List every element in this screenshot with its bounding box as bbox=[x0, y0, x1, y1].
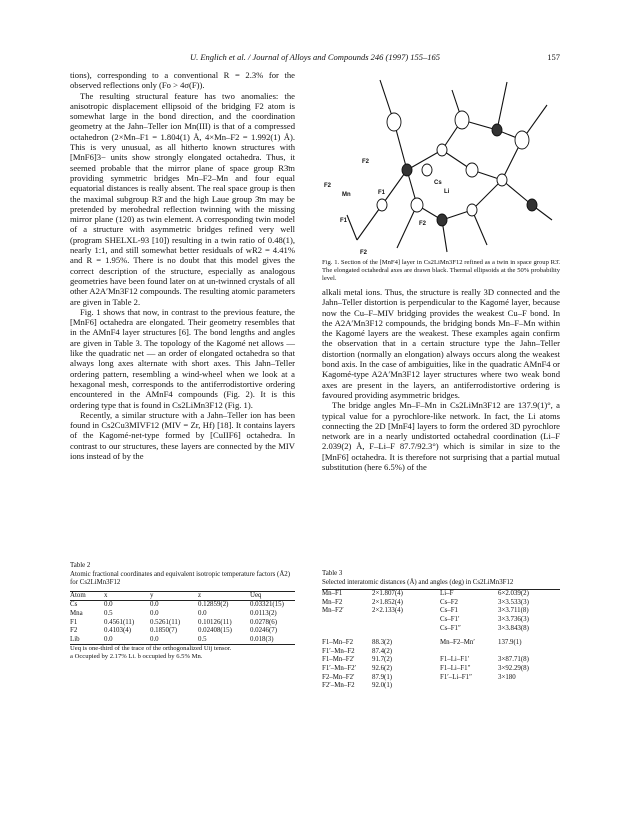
table-row bbox=[322, 625, 560, 634]
table-cell: 0.1850(7) bbox=[150, 627, 177, 635]
table-3-grid bbox=[322, 590, 560, 691]
figure-label: Cs bbox=[434, 180, 442, 186]
table-row bbox=[322, 682, 560, 691]
column-header: y bbox=[150, 591, 154, 599]
table-cell: F2–Mn–F2′ bbox=[322, 673, 355, 681]
table-cell: 0.4103(4) bbox=[104, 627, 131, 635]
paragraph: The bridge angles Mn–F–Mn in Cs2LiMn3F12 are 137.9(1)°, a typical value for a pyrochlore-like network. In fact, the Li atoms connecting the 2D [MnF4] layers to form the ordered 3D pyrochlore network are in a nearly undistorted octahedral coordination (Li–F 2.039(2) Å, F–Li–F 87.7/92.3°) which is similar in size to the [MnF6] octahedra. It is therefore not surprising that a partial mutual substitution (here 6.5%) of the bbox=[322, 400, 560, 473]
table-cell: 3×180 bbox=[498, 673, 516, 681]
table-cell: 0.10126(11) bbox=[198, 618, 232, 626]
table-cell: Cs–F1″ bbox=[440, 624, 461, 632]
table-row bbox=[70, 619, 295, 628]
table-footnote: a Occupied by 2.17% Li. b occupied by 6.5% Mn. bbox=[70, 653, 203, 661]
table-cell: F1′–Mn–F2 bbox=[322, 647, 355, 655]
table-cell: 2×1.807(4) bbox=[372, 590, 403, 598]
table-cell: 3×3.736(3) bbox=[498, 615, 529, 623]
table-row bbox=[322, 590, 560, 599]
table-footnote: Ueq is one-third of the trace of the orthogonalized Uij tensor. bbox=[70, 645, 232, 653]
figure-label: Mn bbox=[342, 192, 351, 198]
table-cell: 6×2.039(2) bbox=[498, 590, 529, 598]
column-header: Atom bbox=[70, 591, 86, 599]
table-cell bbox=[322, 616, 372, 625]
table-cell: 3×3.711(8) bbox=[498, 607, 529, 615]
table-2-grid bbox=[70, 592, 295, 646]
column-header: Ueq bbox=[250, 591, 262, 599]
paragraph: alkali metal ions. Thus, the structure is really 3D connected and the Jahn–Teller distortion is perpendicular to the Kagomé layer, because now the Cu–F–MIV bridging provides the weakest Cu–F bond. In the A2A′Mn3F12 compounds, the bridging bonds Mn–F–Mn within the Kagomé layers are the weakest. These examples again confirm the observation that in a certain structure type the Jahn–Teller distortion (normally an elongation) always occurs along the weakest bond axis. In the case of ambiguities, like in the quadratic AMnF4 or Kagomé-type A2A′Mn3F12 layer structures where two weak bond axes are present in the layers, an antiferrodistortive ordering is favoured providing asymmetric bridges. bbox=[322, 287, 560, 400]
table-cell: 91.7(2) bbox=[372, 656, 393, 664]
table-cell: 0.0 bbox=[104, 635, 113, 643]
table-cell: 0.0 bbox=[150, 635, 159, 643]
table-2 bbox=[70, 562, 295, 661]
table-cell: 0.0278(6) bbox=[250, 618, 277, 626]
table-cell: Mna bbox=[70, 609, 83, 617]
table-title: Table 2 bbox=[70, 562, 91, 569]
table-cell: 0.5 bbox=[198, 635, 207, 643]
table-cell: 2×2.133(4) bbox=[372, 607, 403, 615]
table-title: Table 3 bbox=[322, 570, 343, 577]
table-cell: 92.6(2) bbox=[372, 664, 393, 672]
figure-label: F1 bbox=[378, 190, 386, 196]
table-row bbox=[322, 665, 560, 674]
table-cell: Li–F bbox=[440, 590, 454, 598]
table-row bbox=[70, 601, 295, 610]
table-cell: Cs–F2 bbox=[440, 598, 459, 606]
table-cell: 0.0 bbox=[150, 601, 159, 609]
left-column bbox=[70, 70, 295, 461]
table-caption: Atomic fractional coordinates and equivalent isotropic temperature factors (Å2) for Cs2LiMn3F12 bbox=[70, 570, 291, 587]
paragraph: Fig. 1 shows that now, in contrast to the previous feature, the [MnF6] octahedra are elongated. Their geometry resembles that in the AMnF4 layer structures [6]. The bond lengths and angles are given in Table 3. The topology of the Kagomé net allows — like the quadratic net — an order of elongated octahedra so that always long axes alternate with short axes. This Jahn–Teller ordering pattern, resembling a wind-wheel when we look at a hexagonal mesh, corresponds to the antiferrodistortive ordering encountered in the AMnF4 compounds (Fig. 2). It is this ordering type that is found in Cs2LiMn3F12 (Fig. 1). bbox=[70, 306, 295, 410]
table-cell: F1′–Mn–F2′ bbox=[322, 664, 357, 672]
table-cell bbox=[440, 682, 498, 691]
table-cell: 3×3.533(3) bbox=[498, 598, 529, 606]
table-cell: 0.0113(2) bbox=[250, 609, 277, 617]
table-cell: F1′–Li–F1″ bbox=[440, 673, 472, 681]
table-cell: F1–Mn–F2′ bbox=[322, 656, 355, 664]
running-header bbox=[70, 52, 560, 64]
table-cell bbox=[322, 625, 372, 634]
table-cell: 87.9(1) bbox=[372, 673, 393, 681]
table-cell: 0.03321(15) bbox=[250, 601, 284, 609]
table-cell: F2 bbox=[70, 627, 78, 635]
table-cell bbox=[440, 648, 498, 657]
table-cell: 88.3(2) bbox=[372, 639, 393, 647]
table-cell: F1–Mn–F2 bbox=[322, 639, 354, 647]
figure-label: F2 bbox=[360, 250, 368, 256]
table-cell: 3×87.71(8) bbox=[498, 656, 529, 664]
figure-label: F2 bbox=[324, 183, 332, 189]
table-3 bbox=[322, 570, 560, 691]
figure-label: F2 bbox=[419, 221, 427, 227]
table-cell: F1 bbox=[70, 618, 78, 626]
table-cell: 0.5 bbox=[104, 609, 113, 617]
table-caption: Selected interatomic distances (Å) and angles (deg) in Cs2LiMn3F12 bbox=[322, 578, 514, 586]
table-row bbox=[322, 639, 560, 648]
table-cell: Lib bbox=[70, 635, 80, 643]
table-cell: Mn–F1 bbox=[322, 590, 343, 598]
table-cell: 0.12859(2) bbox=[198, 601, 229, 609]
table-row bbox=[70, 610, 295, 619]
figure-label: F1 bbox=[340, 218, 348, 224]
table-cell: Mn–F2′ bbox=[322, 607, 344, 615]
column-header: x bbox=[104, 591, 108, 599]
table-cell: 92.0(1) bbox=[372, 682, 393, 690]
table-cell: 2×1.852(4) bbox=[372, 598, 403, 606]
paragraph: The resulting structural feature has two anomalies: the anisotropic displacement ellipsoid of the bridging F2 atom is somewhat large in the bond direction, and the coordination geometry at the Jahn–Teller ion Mn(III) is that of a compressed octahedron (2×Mn–F1 = 1.804(1) Å, 4×Mn–F2 = 1.992(1) Å). This is very unusual, as all hitherto known structures with [MnF6]3− units show strongly elongated octahedra. Thus, it seemed probable that the mirror plane of space group R3̄m providing symmetric bridges Mn–F2–Mn and four equal equatorial distances is really absent. The real space group is then the maximal subgroup R3̄ and the high Laue group 3̄m may be pretended by merohedral reflection twinning with the missing mirror plane (120) as twin element. A corresponding twin model of a structure with asymmetric bridges refined very well (program SHELXL-93 [10]) resulting in a twin ratio of 0.48(1), nearly 1:1, and still somewhat better residuals of wR2 = 4.41% and R = 1.95%. There is no doubt that this model gives the correct description of the structure, especially as analogous geometries have been found later on at un-twinned crystals of all other A2A′Mn3F12 compounds. The resulting atomic parameters are given in Table 2. bbox=[70, 90, 295, 307]
table-cell: F2′–Mn–F2 bbox=[322, 682, 355, 690]
figure-label: Li bbox=[444, 189, 450, 195]
paragraph: Recently, a similar structure with a Jahn–Teller ion has been found in Cs2Cu3MIVF12 (MIV = Zr, Hf) [18]. It contains layers of the Kagomé-net-type formed by [CuIIF6] octahedra. In contrast to our structures, these layers are connected by the MIV ions instead of by the bbox=[70, 409, 295, 461]
table-cell: Mn–F2–Mn′ bbox=[440, 639, 475, 647]
table-cell: 137.9(1) bbox=[498, 639, 522, 647]
table-cell: Cs bbox=[70, 601, 78, 609]
table-cell: 87.4(2) bbox=[372, 647, 393, 655]
table-cell: F1–Li–F1′ bbox=[440, 656, 470, 664]
table-row bbox=[322, 616, 560, 625]
table-cell: 0.0 bbox=[150, 609, 159, 617]
table-row bbox=[70, 636, 295, 645]
page-number: 157 bbox=[547, 52, 560, 62]
figure-caption: Fig. 1. Section of the [MnF4] layer in Cs2LiMn3F12 refined as a twin in space group R3̄. The elongated octahedral axes are drawn black. Thermal ellipsoids at the 50% probability level. bbox=[322, 259, 560, 282]
table-row bbox=[322, 607, 560, 616]
column-header: z bbox=[198, 591, 202, 599]
table-cell: Mn–F2 bbox=[322, 598, 343, 606]
table-cell bbox=[498, 648, 560, 657]
right-column bbox=[322, 287, 560, 472]
table-row bbox=[322, 648, 560, 657]
table-cell: Cs–F1 bbox=[440, 607, 459, 615]
table-row bbox=[322, 599, 560, 608]
table-cell: 0.5261(11) bbox=[150, 618, 181, 626]
table-cell: 0.0246(7) bbox=[250, 627, 277, 635]
table-row bbox=[322, 656, 560, 665]
crystal-structure-drawing bbox=[322, 70, 560, 258]
journal-citation: U. Englich et al. / Journal of Alloys and Compounds 246 (1997) 155–165 bbox=[189, 52, 441, 62]
table-cell: 3×3.843(8) bbox=[498, 624, 529, 632]
figure-label: F2 bbox=[362, 159, 370, 165]
table-cell: 0.0 bbox=[104, 601, 113, 609]
table-header-row bbox=[70, 592, 295, 601]
table-row bbox=[70, 627, 295, 636]
table-cell: 0.4561(11) bbox=[104, 618, 135, 626]
table-row bbox=[322, 674, 560, 683]
table-cell: 0.018(3) bbox=[250, 635, 274, 643]
table-cell: F1–Li–F1″ bbox=[440, 664, 471, 672]
table-cell bbox=[372, 616, 440, 625]
paragraph: tions), corresponding to a conventional R = 2.3% for the observed reflections only (Fo > 4σ(F)). bbox=[70, 70, 295, 91]
table-cell bbox=[372, 625, 440, 634]
table-cell: 0.0 bbox=[198, 609, 207, 617]
table-cell: 0.02408(15) bbox=[198, 627, 232, 635]
table-cell: 3×92.29(8) bbox=[498, 664, 529, 672]
table-cell: Cs–F1′ bbox=[440, 615, 460, 623]
table-cell bbox=[498, 682, 560, 691]
figure-1 bbox=[322, 70, 560, 258]
